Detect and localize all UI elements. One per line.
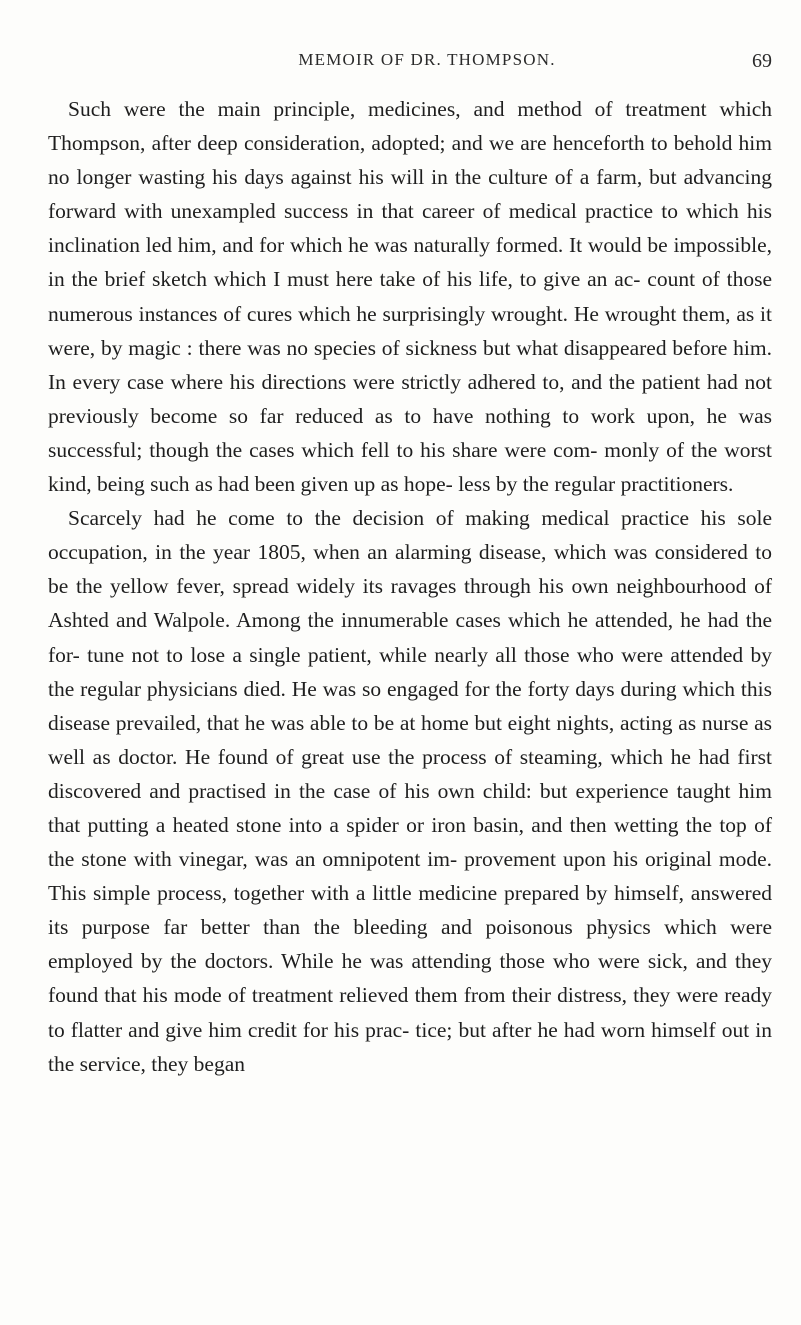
page-number: 69 <box>752 50 772 72</box>
running-title: MEMOIR OF DR. THOMPSON. <box>298 50 556 69</box>
paragraph-main-principle: Such were the main principle, medicines, and method of treatment which Thompson, after deep consideration, adopted; and we are henceforth to behold him no longer wasting his days against his will in the culture of a farm, but advancing forward with unexampled success in that career of medical practice to which his inclination led him, and for which he was naturally formed. It would be impossible, in the brief sketch which I must here take of his life, to give an ac- count of those numerous instances of cures which he surprisingly wrought. He wrought them, as it were, by magic : there was no species of sickness but what disappeared before him. In every case where his directions were strictly adhered to, and the patient had not previously become so far reduced as to have nothing to work upon, he was successful; though the cases which fell to his share were com- monly of the worst kind, being such as had been given up as hope- less by the regular practitioners. <box>48 97 772 497</box>
body-text <box>48 92 772 1081</box>
paragraph-yellow-fever: Scarcely had he come to the decision of making medical practice his sole occupation, in the year 1805, when an alarming disease, which was considered to be the yellow fever, spread widely its ravages through his own neighbourhood of Ashted and Walpole. Among the innumerable cases which he attended, he had the for- tune not to lose a single patient, while nearly all those who were attended by the regular physicians died. He was so engaged for the forty days during which this disease prevailed, that he was able to be at home but eight nights, acting as nurse as well as doctor. He found of great use the process of steaming, which he had first discovered and practised in the case of his own child: but experience taught him that putting a heated stone into a spider or iron basin, and then wetting the top of the stone with vinegar, was an omnipotent im- provement upon his original mode. This simple process, together with a little medicine prepared by himself, answered its purpose far better than the bleeding and poisonous physics which were employed by the doctors. While he was attending those who were sick, and they found that his mode of treatment relieved them from their distress, they were ready to flatter and give him credit for his prac- tice; but after he had worn himself out in the service, they began <box>48 506 772 1076</box>
running-head <box>82 50 772 80</box>
